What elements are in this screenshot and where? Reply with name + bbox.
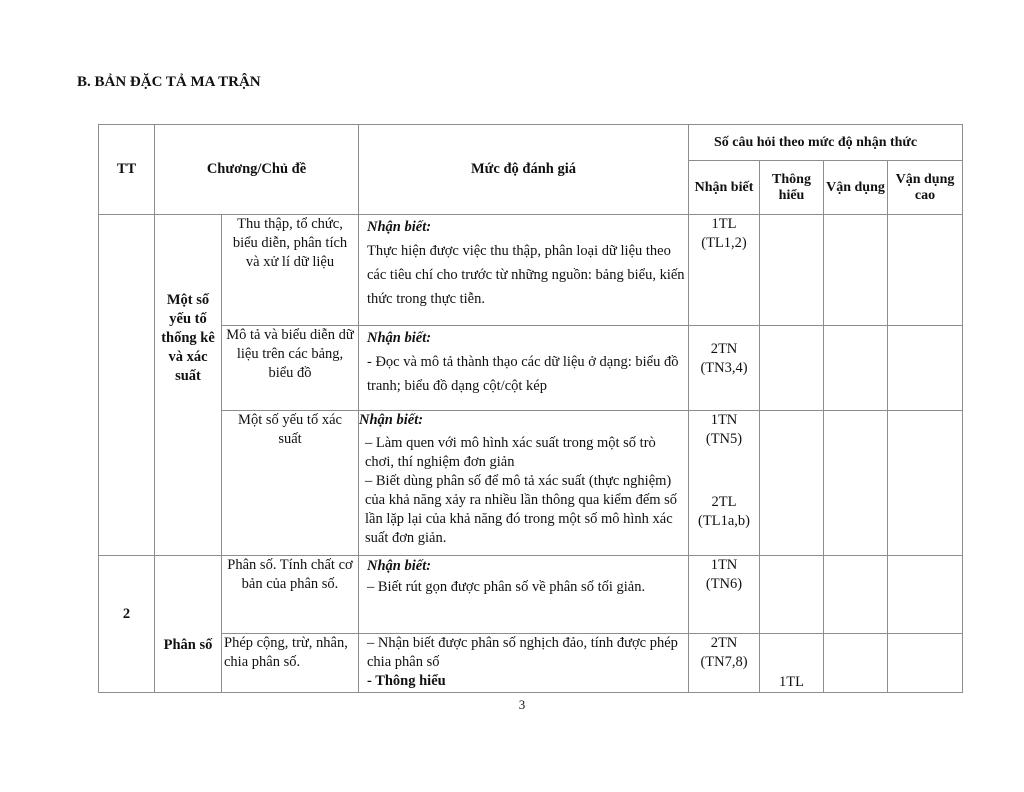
table-row <box>99 634 963 693</box>
description-cell <box>359 556 689 634</box>
table-row <box>99 326 963 411</box>
description-text: – Biết rút gọn được phân số về phân số tối giản. <box>367 579 646 595</box>
level-label: Nhận biết: <box>367 219 432 235</box>
level-label: Nhận biết: <box>367 558 432 574</box>
header-level-van-dung: Vận dụng <box>824 161 888 215</box>
count-nhan-biet: 2TN (TN7,8) <box>689 634 760 693</box>
description-cell <box>359 326 689 411</box>
count-thong-hieu <box>760 215 824 326</box>
header-assessment-level: Mức độ đánh giá <box>359 125 689 215</box>
count-nhan-biet: 1TN (TN6) <box>689 556 760 634</box>
count-thong-hieu <box>760 411 824 556</box>
topic-cell: Một số yếu tố xác suất <box>222 411 359 556</box>
count-thong-hieu: 1TL <box>760 634 824 693</box>
level-label: Nhận biết: <box>367 330 432 346</box>
specification-matrix-table <box>98 124 963 693</box>
table-row <box>99 556 963 634</box>
description-text: – Nhận biết được phân số nghịch đảo, tính được phép chia phân số <box>367 635 678 670</box>
count-van-dung <box>824 326 888 411</box>
header-question-count: Số câu hỏi theo mức độ nhận thức <box>689 125 963 161</box>
count-nhan-biet <box>689 411 760 556</box>
count-van-dung-cao <box>888 556 963 634</box>
count-value: 1TN (TN5) <box>705 412 743 447</box>
topic-cell: Thu thập, tổ chức, biểu diễn, phân tích và xử lí dữ liệu <box>222 215 359 326</box>
header-level-nhan-biet: Nhận biết <box>689 161 760 215</box>
count-thong-hieu <box>760 326 824 411</box>
count-van-dung-cao <box>888 326 963 411</box>
count-van-dung <box>824 411 888 556</box>
topic-cell: Phép cộng, trừ, nhân, chia phân số. <box>222 634 359 693</box>
description-text: – Biết dùng phân số để mô tả xác suất (thực nghiệm) của khả năng xảy ra nhiều lần thông qua kiểm đếm số lần lặp lại của khả năng đó trong một số mô hình xác suất đơn giản. <box>365 473 678 546</box>
description-cell <box>359 634 689 693</box>
description-cell <box>359 411 689 556</box>
count-nhan-biet: 2TN (TN3,4) <box>689 326 760 411</box>
header-level-thong-hieu: Thông hiểu <box>760 161 824 215</box>
page-number: 3 <box>518 697 526 712</box>
level-label: Nhận biết: <box>359 412 424 428</box>
count-nhan-biet: 1TL (TL1,2) <box>689 215 760 326</box>
level-label: - Thông hiểu <box>367 673 446 689</box>
description-text: – Làm quen với mô hình xác suất trong một số trò chơi, thí nghiệm đơn giản <box>365 435 656 470</box>
topic-cell: Mô tả và biểu diễn dữ liệu trên các bảng, biểu đồ <box>222 326 359 411</box>
count-value: 2TL (TL1a,b) <box>698 494 750 529</box>
count-van-dung-cao <box>888 215 963 326</box>
header-chapter: Chương/Chủ đề <box>155 125 359 215</box>
count-van-dung <box>824 215 888 326</box>
count-thong-hieu <box>760 556 824 634</box>
row-tt: 2 <box>99 556 155 693</box>
topic-cell: Phân số. Tính chất cơ bản của phân số. <box>222 556 359 634</box>
count-van-dung <box>824 634 888 693</box>
description-cell <box>359 215 689 326</box>
description-text: Thực hiện được việc thu thập, phân loại dữ liệu theo các tiêu chí cho trước từ những nguồn: bảng biểu, kiến thức trong thực tiễn. <box>367 243 685 307</box>
header-tt: TT <box>99 125 155 215</box>
header-level-van-dung-cao: Vận dụng cao <box>888 161 963 215</box>
chapter-name: Phân số <box>155 556 222 693</box>
table-row <box>99 215 963 326</box>
table-header-row <box>99 125 963 161</box>
chapter-name: Một số yếu tố thống kê và xác suất <box>155 215 222 556</box>
description-text: - Đọc và mô tả thành thạo các dữ liệu ở dạng: biểu đồ tranh; biểu đồ dạng cột/cột kép <box>367 354 679 394</box>
row-tt <box>99 215 155 556</box>
count-van-dung <box>824 556 888 634</box>
count-van-dung-cao <box>888 634 963 693</box>
section-title: B. BẢN ĐẶC TẢ MA TRẬN <box>77 74 261 90</box>
count-van-dung-cao <box>888 411 963 556</box>
table-row <box>99 411 963 556</box>
